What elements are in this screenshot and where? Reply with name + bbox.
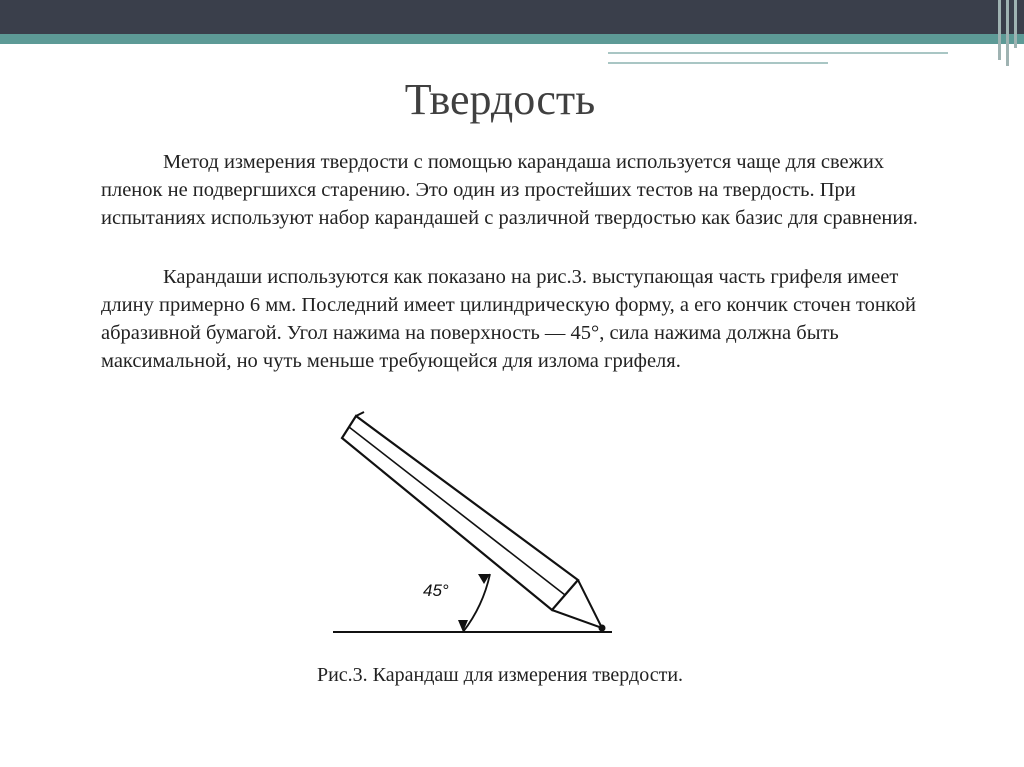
accent-band	[0, 34, 1024, 44]
decor-line	[608, 52, 948, 54]
decor-stripe	[1014, 0, 1017, 48]
angle-label: 45°	[423, 581, 449, 600]
lead-point	[599, 625, 606, 632]
pencil-end	[356, 412, 364, 416]
angle-arc	[463, 574, 490, 632]
paragraph-2: Карандаши используются как показано на рис.3. выступающая часть грифеля имеет длину примерно 6 мм. Последний имеет цилиндрическую форму, а его кончик сточен тонкой абразивной бумагой. Угол нажима на поверхность — 45°, сила нажима должна быть максимальной, но чуть меньше требующейся для излома грифеля.	[101, 266, 917, 372]
figure-caption: Рис.3. Карандаш для измерения твердости.	[316, 664, 684, 686]
paragraph-1: Метод измерения твердости с помощью карандаша используется чаще для свежих пленок не подвергшихся старению. Это один из простейших тестов на твердость. При испытаниях используют набор карандашей с различной твердостью как базис для сравнения.	[101, 151, 918, 229]
decor-line	[608, 62, 828, 64]
decor-stripe	[1006, 0, 1009, 66]
header-bar	[0, 0, 1024, 34]
decor-stripe	[998, 0, 1001, 60]
slide-title: Твердость	[404, 75, 596, 124]
pencil-line	[349, 427, 565, 595]
pencil-figure	[330, 408, 615, 640]
